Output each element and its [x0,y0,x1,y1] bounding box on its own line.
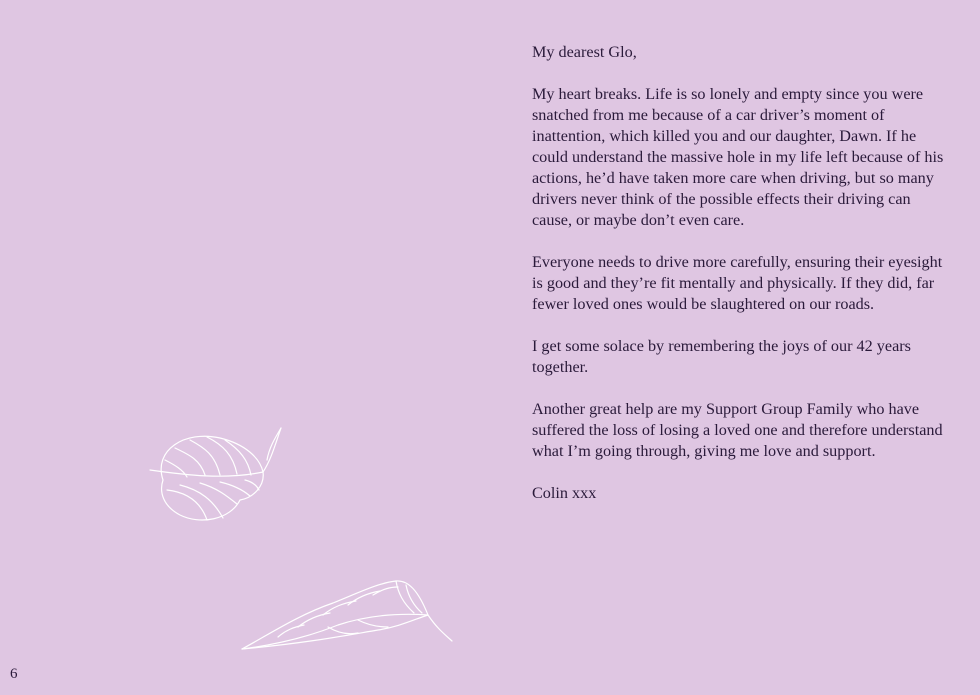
letter-paragraph-4: Another great help are my Support Group Family who have suffered the loss of losing a loved one and therefore understand what I’m going through, giving me love and support. [532,400,943,460]
letter-paragraph-1: My heart breaks. Life is so lonely and empty since you were snatched from me because of a car driver’s moment of inattention, which killed you and our daughter, Dawn. If he could understand the massive hole in my life left because of his actions, he’d have taken more care when driving, but so many drivers never think of the possible effects their driving can cause, or maybe don’t even care. [532,85,944,229]
letter-signature: Colin xxx [532,484,597,502]
letter-paragraph-3: I get some solace by remembering the joys of our 42 years together. [532,337,911,376]
letter-paragraph-2: Everyone needs to drive more carefully, ensuring their eyesight is good and they’re fit mentally and physically. If they did, far fewer loved ones would be slaughtered on our roads. [532,253,943,313]
curled-leaf-icon [145,420,290,530]
drooping-leaf-icon [238,575,458,655]
letter-salutation: My dearest Glo, [532,43,637,61]
page-number: 6 [10,666,18,682]
letter-body [532,42,952,504]
